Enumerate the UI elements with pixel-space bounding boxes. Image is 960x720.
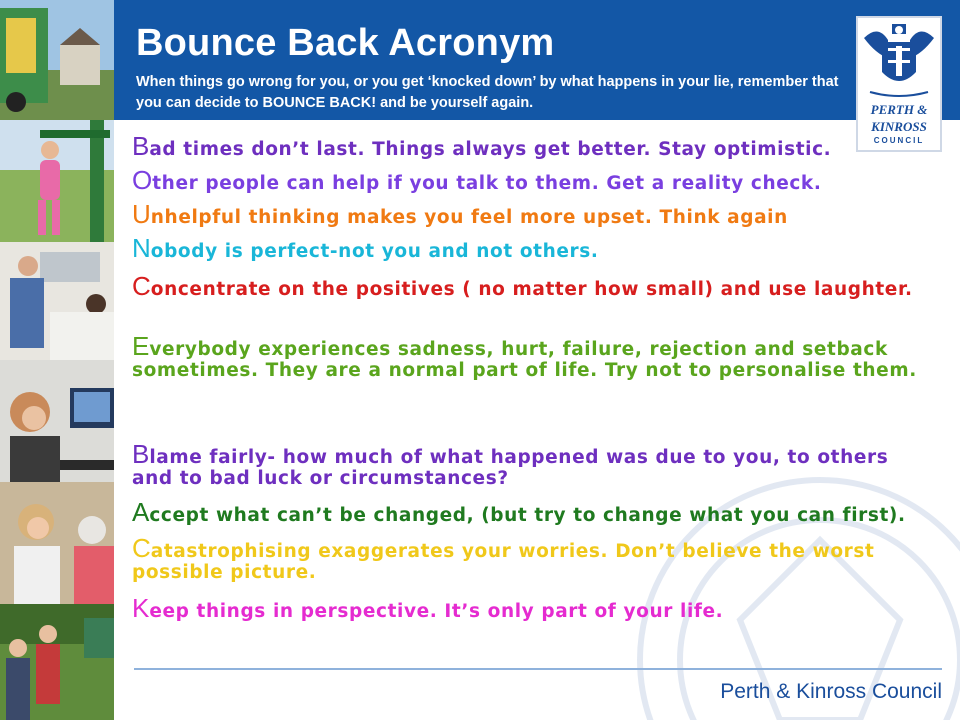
crest-icon (858, 18, 940, 102)
acronym-text: ccept what can’t be changed, (but try to change what you can first). (149, 505, 906, 526)
acronym-letter: B (132, 131, 150, 161)
logo-text-line1: PERTH & (870, 102, 928, 117)
acronym-letter: O (132, 165, 153, 195)
acronym-item (132, 533, 922, 583)
logo-text-line3: COUNCIL (873, 136, 925, 145)
photo-women-talking (0, 482, 114, 606)
acronym-item (132, 199, 922, 229)
acronym-letter: C (132, 271, 151, 301)
photo-office-meeting (0, 242, 114, 362)
acronym-text: lame fairly- how much of what happened was due to you, to others and to bad luck or circumstances? (132, 447, 889, 489)
photo-strip (0, 0, 114, 720)
acronym-text: oncentrate on the positives ( no matter how small) and use laughter. (150, 279, 913, 300)
acronym-letter: K (132, 593, 150, 623)
acronym-item (132, 331, 922, 381)
acronym-text: nhelpful thinking makes you feel more upset. Think again (150, 207, 788, 228)
photo-recycling-truck (0, 0, 114, 122)
page-title: Bounce Back Acronym (136, 22, 555, 64)
photo-outdoor-group (0, 604, 114, 720)
page-subtitle: When things go wrong for you, or you get ‘knocked down’ by what happens in your lie, remember that you can decide to BOUNCE BACK! and be yourself again. (136, 74, 839, 111)
acronym-item (132, 131, 922, 161)
footer-brand: Perth & Kinross Council (720, 680, 942, 703)
acronym-letter: E (132, 331, 150, 361)
photo-woman-at-computer (0, 360, 114, 484)
council-logo (856, 16, 942, 152)
acronym-item (132, 439, 922, 489)
acronym-item (132, 271, 922, 301)
acronym-item (132, 233, 922, 263)
acronym-text: atastrophising exaggerates your worries. Don’t believe the worst possible picture. (132, 541, 875, 583)
acronym-letter: B (132, 439, 150, 469)
acronym-letter: A (132, 497, 150, 527)
acronym-text: eep things in perspective. It’s only part of your life. (149, 601, 724, 622)
acronym-text: obody is perfect-not you and not others. (150, 241, 599, 262)
acronym-item (132, 593, 922, 623)
acronym-text: ad times don’t last. Things always get better. Stay optimistic. (149, 139, 832, 160)
logo-text-line2: KINROSS (871, 119, 927, 134)
footer-divider (134, 668, 942, 670)
photo-child-playground (0, 120, 114, 244)
acronym-text: verybody experiences sadness, hurt, failure, rejection and setback sometimes. They are a normal part of life. Try not to personalise them. (132, 339, 917, 381)
acronym-letter: U (132, 199, 151, 229)
acronym-letter: C (132, 533, 151, 563)
acronym-item (132, 497, 922, 527)
acronym-text: ther people can help if you talk to them. Get a reality check. (152, 173, 822, 194)
acronym-letter: N (132, 233, 151, 263)
acronym-item (132, 165, 922, 195)
